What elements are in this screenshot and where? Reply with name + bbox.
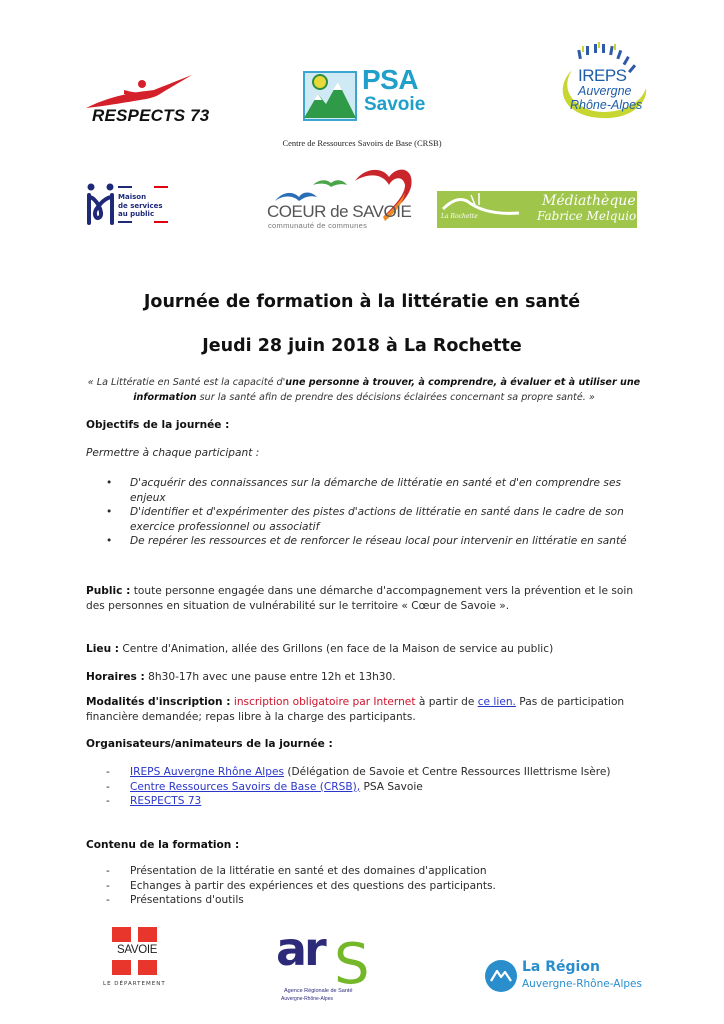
savoie-departement-logo [102, 925, 182, 990]
savoie-square [138, 927, 157, 942]
horaires-text: 8h30-17h avec une pause entre 12h et 13h30. [144, 671, 396, 683]
objectifs-intro: Permettre à chaque participant : [86, 447, 260, 459]
public-label: Public : [86, 585, 131, 597]
respects73-logo [84, 72, 234, 132]
la-region-text: La Région [522, 959, 600, 975]
public-text: toute personne engagée dans une démarche d'accompagnement vers la prévention et le soin des personnes en situation de vulnérabilité sur le territoire « Cœur de Savoie ». [86, 585, 634, 612]
mountain-sun-icon [302, 68, 360, 124]
list-item [86, 765, 642, 780]
lieu-paragraph [86, 642, 642, 657]
maison-services-public-logo [86, 183, 186, 227]
mountain-line-icon [437, 191, 527, 228]
ars-logo [276, 922, 386, 1010]
respects73-link[interactable]: RESPECTS 73 [130, 795, 202, 807]
objectifs-heading: Objectifs de la journée : [86, 419, 230, 431]
fabrice-melquiot-text: Fabrice Melquiot [537, 209, 642, 223]
page-title: Journée de formation à la littératie en santé [143, 292, 581, 312]
modalites-text2: Pas de participation financière demandée; repas libre à la charge des participants. [86, 696, 625, 723]
mediatheque-text: Médiathèque [542, 193, 636, 209]
modalites-text1: à partir de [415, 696, 478, 708]
list-item: - Echanges à partir des expériences et des questions des participants. [86, 879, 642, 894]
coeur-de-savoie-text: COEUR de SAVOIE [267, 202, 412, 221]
page-subtitle: Jeudi 28 juin 2018 à La Rochette [202, 336, 522, 356]
crsb-caption: Centre de Ressources Savoirs de Base (CRSB) [282, 138, 442, 148]
respects73-text: RESPECTS 73 [92, 106, 210, 125]
msap-text: Maison de services au public [118, 193, 163, 218]
quote-part2: sur la santé afin de prendre des décisions éclairées concernant sa propre santé. » [196, 392, 595, 403]
contenu-heading: Contenu de la formation : [86, 839, 240, 851]
list-item: - Présentations d'outils [86, 893, 642, 908]
ireps-rhone-alpes-text: Rhône-Alpes [570, 98, 643, 112]
horaires-label: Horaires : [86, 671, 145, 683]
quote-bold: une personne à trouver, à comprendre, à évaluer et à utiliser une information [133, 377, 641, 403]
ireps-link[interactable]: IREPS Auvergne Rhône Alpes [130, 766, 285, 778]
le-departement-text: LE DÉPARTEMENT [103, 981, 166, 987]
psa-savoie-logo [302, 64, 426, 124]
ireps-detail: (Délégation de Savoie et Centre Ressources Illettrisme Isère) [284, 766, 611, 778]
crsb-detail: PSA Savoie [360, 780, 423, 793]
list-item: • D'identifier et d'expérimenter des pistes d'actions de littératie en santé dans le cadre de son exercice professionnel ou associatif [86, 505, 642, 534]
lieu-label: Lieu : [86, 643, 120, 655]
ireps-text: IREPS [578, 66, 627, 85]
modalites-paragraph [86, 695, 642, 724]
ars-region-text: Auvergne-Rhône-Alpes [281, 996, 333, 1002]
ars-ar-text: ar [276, 922, 324, 976]
list-item: • D'acquérir des connaissances sur la démarche de littératie en santé et d'en comprendre ses enjeux [86, 476, 642, 505]
ireps-auvergne-text: Auvergne [578, 84, 632, 98]
la-rochette-small-text: La Rochette [441, 213, 478, 220]
list-item: - Présentation de la littératie en santé et des domaines d'application [86, 864, 642, 879]
crsb-link[interactable]: Centre Ressources Savoirs de Base (CRSB), [130, 780, 361, 793]
coeur-de-savoie-logo [265, 165, 415, 233]
savoie-text: SAVOIE [117, 944, 158, 956]
ars-agency-text: Agence Régionale de Santé [284, 988, 353, 994]
ars-s-text: S [334, 932, 370, 997]
mediatheque-logo [437, 191, 642, 228]
savoie-square [112, 927, 131, 942]
communaute-communes-text: communauté de communes [268, 221, 368, 230]
quote-part1: « La Littératie en Santé est la capacité d' [87, 377, 286, 388]
msap-m-icon [86, 183, 116, 227]
public-paragraph [86, 584, 642, 613]
savoie-text: Savoie [364, 94, 426, 115]
definition-quote [86, 375, 642, 405]
psa-text: PSA [362, 64, 419, 95]
savoie-square [112, 960, 131, 975]
lieu-text: Centre d'Animation, allée des Grillons (en face de la Maison de service au public) [119, 643, 554, 655]
ireps-logo [550, 40, 650, 125]
organisateurs-list [86, 765, 642, 809]
auvergne-rhone-alpes-text: Auvergne-Rhône-Alpes [522, 978, 642, 990]
contenu-list [86, 864, 642, 908]
region-mountain-icon [484, 959, 518, 993]
horaires-paragraph [86, 670, 642, 685]
modalites-red-text: inscription obligatoire par Internet [230, 696, 416, 708]
region-auvergne-logo [484, 957, 642, 997]
organisateurs-heading: Organisateurs/animateurs de la journée : [86, 738, 333, 750]
savoie-square [138, 960, 157, 975]
list-item: • De repérer les ressources et de renforcer le réseau local pour intervenir en littératie en santé [86, 534, 642, 549]
objectifs-list [86, 476, 642, 549]
list-item [86, 794, 642, 809]
list-item [86, 780, 642, 795]
modalites-label: Modalités d'inscription : [86, 696, 231, 708]
registration-link[interactable]: ce lien. [477, 696, 516, 708]
